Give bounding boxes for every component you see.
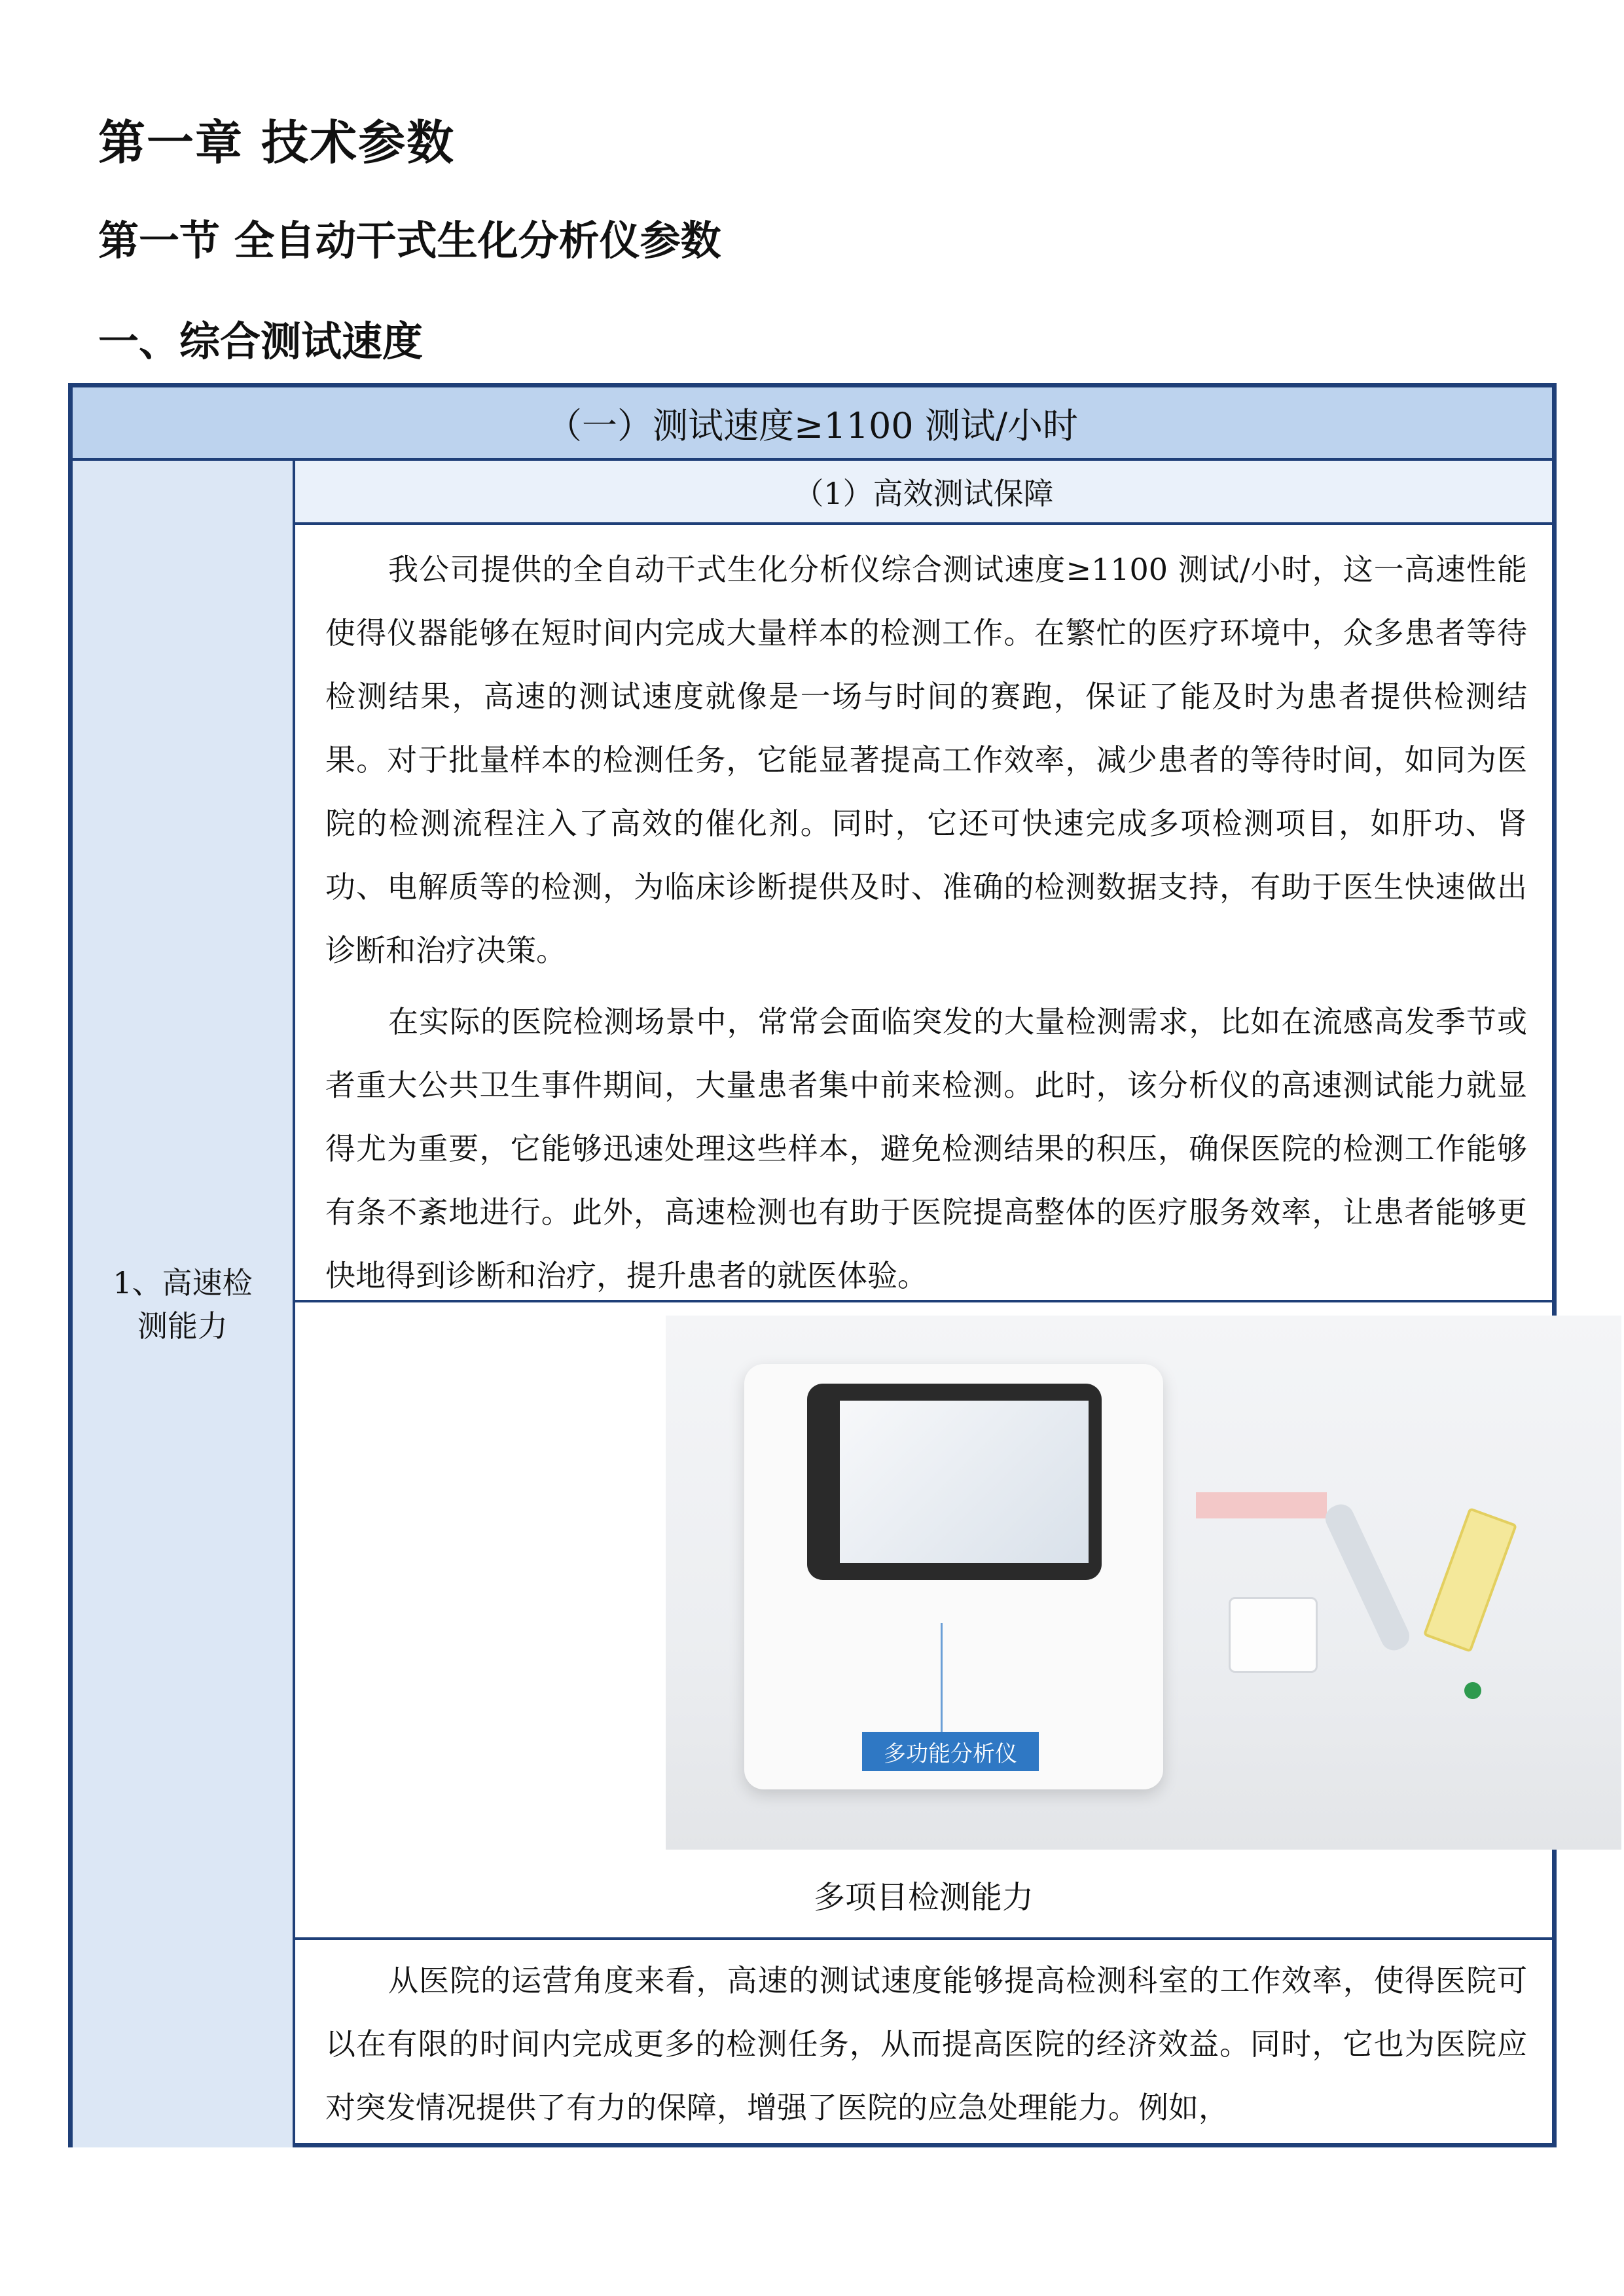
chapter-title: 第一章 技术参数 [98,115,456,170]
parameter-table [68,383,1557,2147]
analyzer-photo [666,1316,1621,1850]
image-cell [295,1302,1552,1940]
analyzer-device [744,1364,1163,1789]
analyzer-label: 多功能分析仪 [862,1732,1039,1771]
subsection-title: 一、综合测试速度 [98,317,424,365]
left-label: 1、高速检测能力 [113,1265,253,1344]
sub-header: （1）高效测试保障 [295,461,1552,525]
sample-tube [1423,1507,1517,1653]
text-cell-2 [295,1940,1552,2147]
table-title: （一）测试速度≥1100 测试/小时 [73,387,1552,461]
left-label-cell [73,461,295,2147]
paragraph-1: 我公司提供的全自动干式生化分析仪综合测试速度≥1100 测试/小时，这一高速性能使得仪器能够在短时间内完成大量样本的检测工作。在繁忙的医疗环境中，众多患者等待检测结果，高速的测试速度就像是一场与时间的赛跑，保证了能及时为患者提供检测结果。对于批量样本的检测任务，它能显著提高工作效率，减少患者的等待时间，如同为医院的检测流程注入了高效的催化剂。同时，它还可快速完成多项检测项目，如肝功、肾功、电解质等的检测，为临床诊断提供及时、准确的检测数据支持，有助于医生快速做出诊断和治疗决策。 [325,552,1527,968]
test-cassette [1229,1597,1318,1673]
device-screen-display [840,1401,1089,1563]
sample-needle [1464,1682,1481,1699]
image-caption: 多项目检测能力 [813,1879,1034,1916]
section-title: 第一节 全自动干式生化分析仪参数 [98,217,721,264]
paragraph-2: 在实际的医院检测场景中，常常会面临突发的大量检测需求，比如在流感高发季节或者重大公共卫生事件期间，大量患者集中前来检测。此时，该分析仪的高速测试能力就显得尤为重要，它能够迅速处理这些样本，避免检测结果的积压，确保医院的检测工作能够有条不紊地进行。此外，高速检测也有助于医院提高整体的医疗服务效率，让患者能够更快地得到诊断和治疗，提升患者的就医体验。 [325,1004,1527,1293]
label-pointer-line [941,1623,943,1732]
pipette [1321,1500,1413,1655]
test-strip [1196,1492,1327,1518]
device-screen [807,1384,1102,1580]
paragraph-3: 从医院的运营角度来看，高速的测试速度能够提高检测科室的工作效率，使得医院可以在有限的时间内完成更多的检测任务，从而提高医院的经济效益。同时，它也为医院应对突发情况提供了有力的保障，增强了医院的应急处理能力。例如， [325,1963,1527,2125]
text-cell-1 [295,525,1552,1302]
